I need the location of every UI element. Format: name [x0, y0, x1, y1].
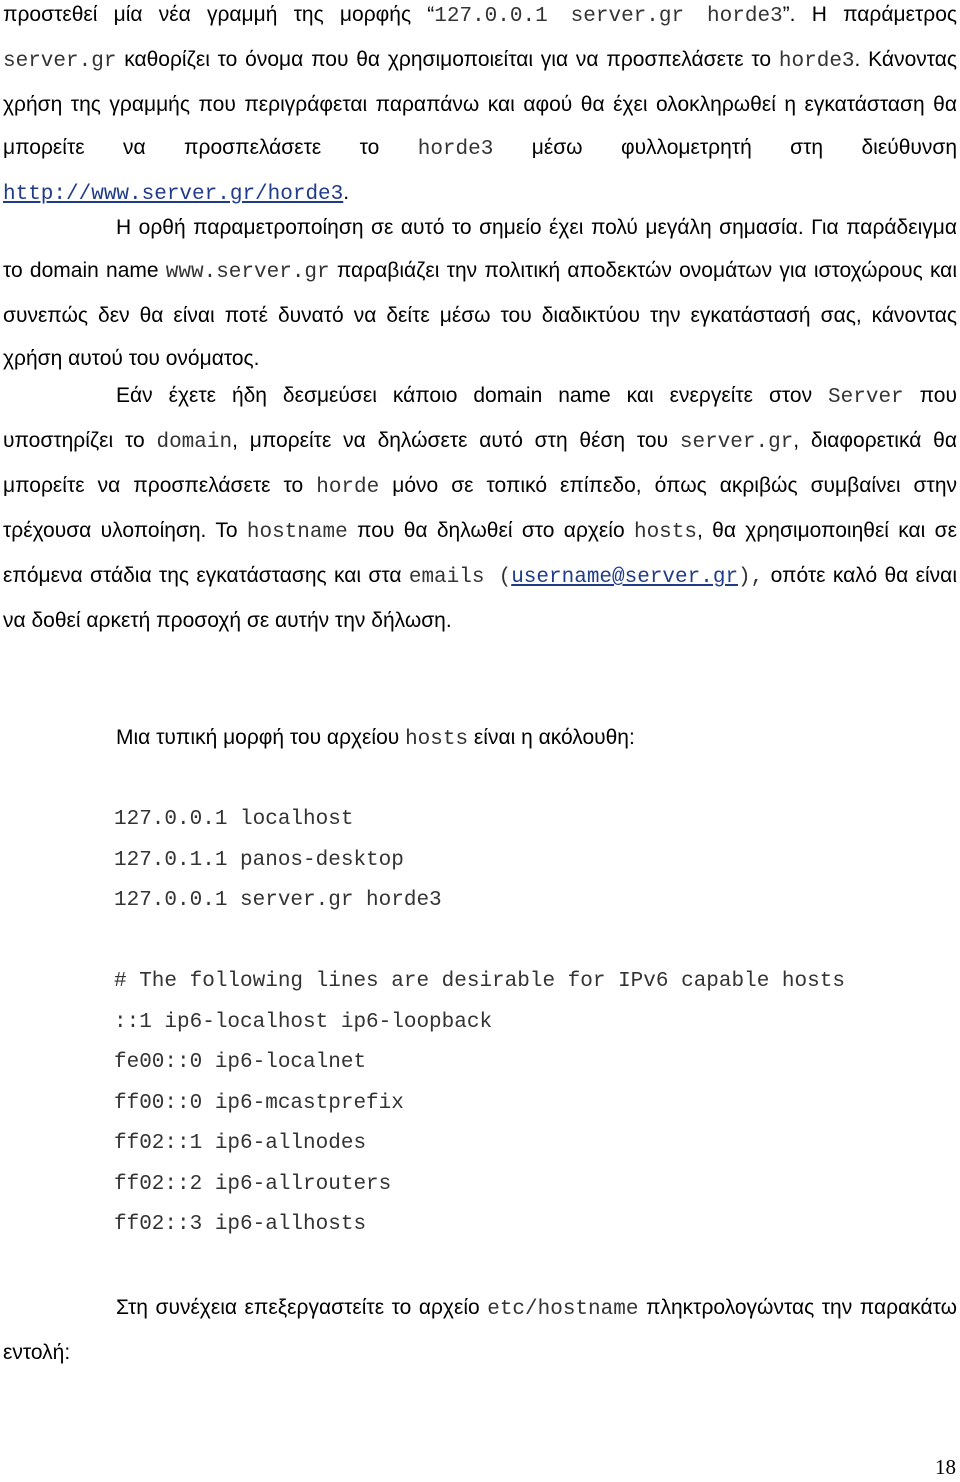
- text: , θα χρησιμοποιηθεί και σε επόμενα στάδια της εγκατάστασης και στα: [3, 519, 958, 587]
- code-inline: horde3: [417, 138, 494, 161]
- paragraph-domain-name: [3, 374, 957, 642]
- text: ”. Η παράμετρος: [782, 3, 957, 26]
- paragraph-hosts-entry: [3, 0, 957, 216]
- code-inline: horde3: [778, 50, 855, 73]
- text: Μια τυπική μορφή του αρχείου: [116, 726, 406, 749]
- paragraph-hostname: [3, 1286, 957, 1374]
- text: .: [343, 181, 350, 204]
- page-number: 18: [935, 1455, 956, 1479]
- text: μέσω φυλλομετρητή στη διεύθυνση: [493, 136, 957, 159]
- text: , διαφορετικά θα μπορείτε να προσπελάσετε το: [3, 429, 957, 497]
- paragraph-configuration-note: [3, 206, 957, 380]
- code-inline: (: [484, 566, 512, 589]
- text: , μπορείτε να δηλώσετε αυτό στη θέση του: [232, 429, 680, 452]
- code-inline: Server: [828, 386, 904, 409]
- code-inline: www.server.gr: [165, 261, 330, 284]
- hosts-file-block-ipv4: 127.0.0.1 localhost 127.0.1.1 panos-desktop 127.0.0.1 server.gr horde3: [114, 808, 442, 912]
- text: Η ορθή παραμετροποίηση σε αυτό το σημείο έχει πολύ μεγάλη σημασία. Για παράδειγμα το domain name: [3, 216, 957, 282]
- text: . Κάνοντας χρήση της γραμμής που περιγράφεται παραπάνω και αφού θα έχει ολοκληρωθεί η εγκατάσταση θα μπορείτε να προσπελάσετε το: [3, 48, 958, 159]
- horde3-url-link[interactable]: http://www.server.gr/horde3: [3, 183, 344, 206]
- text: Εάν έχετε ήδη δεσμεύσει κάποιο domain name και ενεργείτε στον: [116, 384, 829, 407]
- code-inline: horde: [316, 476, 380, 499]
- text: πληκτρολογώντας την παρακάτω εντολή:: [3, 1296, 957, 1364]
- text: προστεθεί μία νέα γραμμή της μορφής “: [3, 3, 435, 26]
- code-inline: emails: [408, 566, 485, 589]
- code-inline: hosts: [405, 728, 469, 751]
- code-inline: hosts: [633, 521, 697, 544]
- text: καθορίζει το όνομα που θα χρησιμοποιείται για να προσπελάσετε το: [116, 48, 779, 71]
- code-inline: server.gr: [3, 50, 117, 73]
- text: είναι η ακόλουθη:: [468, 726, 635, 749]
- email-link[interactable]: username@server.gr: [511, 566, 739, 589]
- code-inline: hostname: [246, 521, 348, 544]
- code-inline: etc/hostname: [487, 1298, 639, 1321]
- hosts-file-block-ipv6: # The following lines are desirable for IPv6 capable hosts ::1 ip6-localhost ip6-loopback fe00::0 ip6-localnet ff00::0 ip6-mcastprefix ff02::1 ip6-allnodes ff02::2 ip6-allrouters ff02::3 ip6-allhosts: [114, 970, 845, 1236]
- text: που θα δηλωθεί στο αρχείο: [347, 519, 634, 542]
- code-inline: 127.0.0.1 server.gr horde3: [434, 5, 783, 28]
- code-inline: ),: [738, 566, 764, 589]
- text: οπότε καλό θα είναι να δοθεί αρκετή προσοχή σε αυτήν την δήλωση.: [3, 564, 957, 632]
- text: που υποστηρίζει το: [3, 384, 957, 452]
- text: παραβιάζει την πολιτική αποδεκτών ονομάτων για ιστοχώρους και συνεπώς δεν θα είναι ποτέ δυνατό να δείτε μέσω του διαδικτύου την εγκατάστασή σας, κάνοντας χρήση αυτού του ονόματος.: [3, 259, 957, 370]
- hosts-intro: [116, 716, 635, 761]
- text: μόνο σε τοπικό επίπεδο, όπως ακριβώς συμβαίνει στην τρέχουσα υλοποίηση. Το: [3, 474, 957, 542]
- code-inline: domain: [156, 431, 233, 454]
- text: Στη συνέχεια επεξεργαστείτε το αρχείο: [116, 1296, 488, 1319]
- code-inline: server.gr: [679, 431, 794, 454]
